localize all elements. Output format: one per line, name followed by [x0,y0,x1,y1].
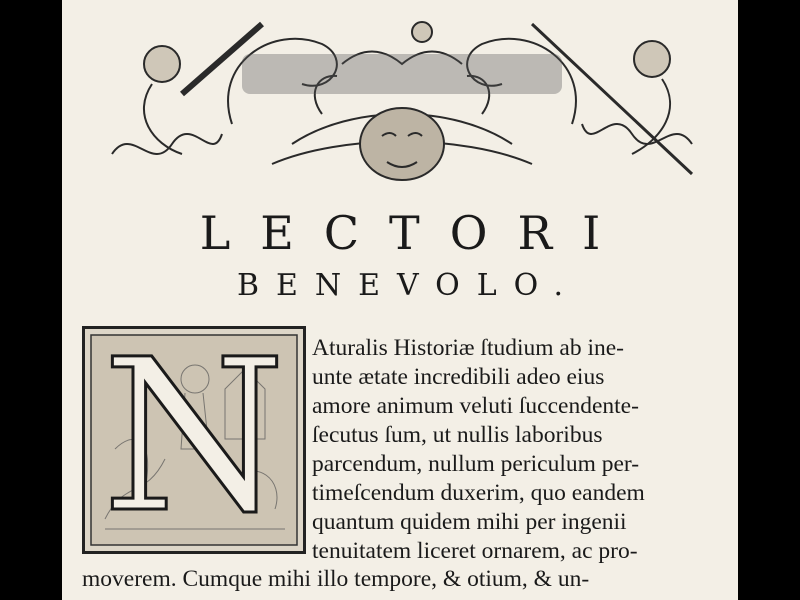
text-line: unte ætate incredibili adeo eius [312,364,605,390]
paragraph-text [312,334,722,566]
engraved-headpiece-ornament [92,4,712,192]
text-line: amore animum veluti ſuccendente- [312,393,639,419]
text-line: ſecutus ſum, ut nullis laboribus [312,422,603,448]
heading-line-1: LECTORI [199,206,631,260]
text-line: Aturalis Historiæ ſtudium ab ine- [312,335,624,361]
text-line-full-width: moverem. Cumque mihi illo tempore, & otium, & un- [82,566,590,592]
text-line: parcendum, nullum periculum per- [312,451,640,477]
text-line: quantum quidem mihi per ingenii [312,509,627,535]
text-line: tenuitatem liceret ornarem, ac pro- [312,538,638,564]
heading-line-2: BENEVOLO. [236,268,581,303]
decorated-initial-N [82,314,306,559]
text-line: timeſcendum duxerim, quo eandem [312,480,645,506]
book-page [62,0,738,600]
initial-letter: N [102,314,286,559]
